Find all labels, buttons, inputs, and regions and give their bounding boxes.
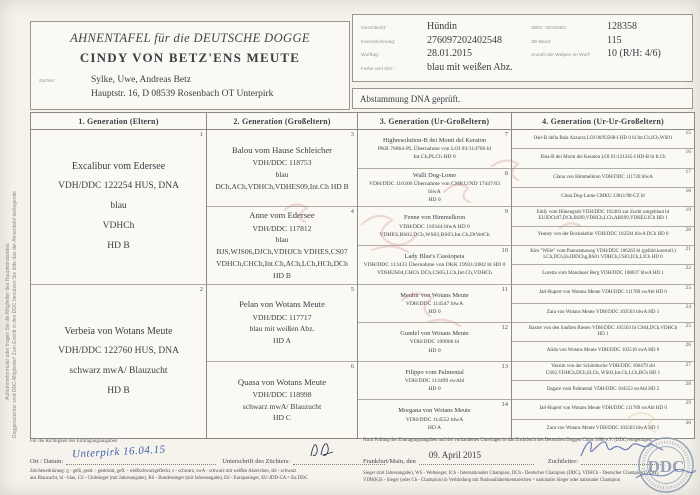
ancestor-text-line: Dagare vom Palmental VDH/DDC 104553 swAbl HD 2: [546, 386, 660, 392]
pedigree-cell: [358, 362, 511, 401]
ancestor-text-line: VDH/DDC 114547 blwA: [405, 300, 464, 307]
ancestor-text-line: VDH/DDC 118998: [252, 389, 312, 399]
stamp-text: DDC: [647, 457, 685, 476]
ancestor-info: [362, 329, 507, 355]
breeder-signature-label: Unterschrift des Züchters:: [222, 458, 291, 465]
ancestor-number: 5: [350, 285, 354, 293]
pedigree-cell: [512, 381, 694, 400]
ancestor-number: 6: [350, 362, 354, 370]
ancestor-text-line: Jarl-Rupert von Wotans Meute VDH/DDC 111789 swAbl HD 0: [539, 406, 667, 412]
ancestor-text-line: Balou vom Hause Schleicher: [232, 144, 332, 155]
pedigree-cell: [512, 188, 694, 207]
pedigree-cell: [207, 362, 357, 438]
ancestor-info: [516, 249, 690, 262]
ancestor-text-line: HD 0: [428, 197, 441, 204]
ancestor-text-line: VDHEJS04,CHCh DCh,CS05,LCh,Int.Ch,VDHCh: [377, 270, 492, 277]
ancestor-text-line: VDH/DDC 113433 Übernahme von DKK 19931/2002 bl HD 0: [363, 262, 506, 269]
document-title: AHNENTAFEL für die DEUTSCHE DOGGE: [70, 31, 310, 45]
ancestor-number: 20: [685, 226, 691, 233]
ancestor-text-line: blau: [110, 201, 127, 212]
ancestor-text-line: Lady Blue's Cassiopeia: [404, 252, 465, 260]
ancestor-number: 25: [685, 323, 691, 330]
ancestor-text-line: VDH/DDC 118753: [252, 158, 312, 168]
ancestor-number: 13: [501, 362, 508, 370]
ancestor-text-line: BJS,WJS06,DJCh,VDHJCh VDHES,CS07: [216, 247, 348, 257]
pedigree-cell: [512, 400, 694, 419]
ancestor-text-line: HD 0: [428, 386, 441, 393]
pedigree-cell: [512, 362, 694, 381]
pedigree-cell: [358, 285, 511, 324]
breeder-address: Hauptstr. 16, D 08539 Rosenbach OT Unterpirk: [91, 88, 274, 99]
ancestor-info: [516, 426, 690, 433]
header-box: [30, 21, 350, 110]
ancestor-text-line: HD 0: [428, 347, 441, 354]
ancestor-info: [516, 232, 690, 239]
legend-right: [363, 470, 663, 485]
dog-name: CINDY VON BETZ'ENS MEUTE: [79, 50, 301, 65]
ancestor-text-line: schwarz mwA/ Blauzucht: [242, 401, 322, 411]
ancestor-text-line: Highresolution-B dei Monti del Keraton: [383, 137, 486, 145]
field-label: ZBNr: VDH/DDC: [531, 26, 567, 31]
ancestor-number: 14: [501, 401, 508, 409]
pedigree-cell: [512, 227, 694, 246]
ancestor-number: 21: [685, 245, 691, 252]
ancestor-info: [516, 136, 690, 143]
pedigree-cell: [512, 169, 694, 188]
ancestor-info: [211, 376, 353, 425]
ancestor-text-line: PKR 76864-PL Übernahme von LOI 03/114706 bl: [377, 146, 492, 153]
ancestor-number: 7: [504, 131, 508, 138]
ancestor-text-line: VDH/DDC 122760 HUS, DNA: [58, 345, 179, 356]
breeder-signature-mark: [303, 440, 343, 460]
ancestor-number: 16: [685, 149, 691, 156]
generation-2-column: [207, 113, 358, 438]
ancestor-text-line: VDHCh,CHCh,Int.Ch,ACh,LCh,HCh,DCh HD B: [216, 258, 348, 280]
pedigree-cell: [358, 246, 511, 285]
ancestor-number: 1: [199, 131, 203, 138]
ancestor-text-line: Zara von Wotans Meute VDH/DDC 103503 blwA HD 1: [546, 309, 660, 315]
ancestor-info: [516, 271, 690, 278]
pedigree-cell: [358, 400, 511, 438]
ancestor-info: [362, 252, 507, 278]
ancestor-text-line: Cinta Dog-Lome CMKU 13811/98-CZ bl: [561, 193, 645, 199]
ancestor-text-line: Pelan von Wotans Meute: [239, 299, 325, 310]
ancestor-text-line: VDH/DDC 109966 bl: [409, 339, 460, 346]
ancestor-info: [516, 175, 690, 182]
ancestor-text-line: blau: [275, 169, 289, 179]
registry-date: 09. April 2015: [428, 450, 481, 460]
generation-3-header: 3. Generation (Ur-Großeltern): [358, 113, 511, 130]
info-field: [531, 21, 689, 35]
breeder-details: [91, 74, 273, 102]
ancestor-text-line: Alida von Wotans Meute VDH/DDC 103510 swA HD 0: [546, 348, 660, 354]
registry-date-line: [419, 452, 534, 465]
ancestor-text-line: HD A: [273, 336, 291, 346]
field-value: 28.01.2015: [427, 48, 472, 59]
ancestor-info: [362, 291, 507, 317]
ancestor-number: 29: [685, 400, 691, 407]
ancestor-text-line: Glana von Himmelkron VDH/DDC 111728 blwA: [553, 174, 653, 180]
ancestor-text-line: EUJDCh97,DCh,BS99,VDHCh,LCh,ABS99,VDHEUJCh HD 1: [538, 216, 668, 222]
pedigree-cell: [512, 246, 694, 265]
ancestor-text-line: Zara von Wotans Meute VDH/DDC 103503 blwA HD 1: [546, 425, 660, 431]
ancestor-text-line: Ebia-B dei Monti del Keraton LOI 01/121245-I HD-B bl It.Ch: [540, 155, 666, 161]
pedigree-cell: [358, 207, 511, 246]
legend-right-line1: Sieger (mit Jahresangabe), WS - Weltsieger, ICh - Internationaler Champion, DCh - Deutscher Champion (DDC), VDHCh - Deutscher Champion (VDH),: [363, 471, 659, 476]
field-value: 128358: [607, 21, 637, 32]
ancestor-number: 26: [685, 342, 691, 349]
ancestor-text-line: HD B: [107, 385, 130, 396]
ancestor-number: 12: [501, 324, 508, 332]
pedigree-cell: [512, 149, 694, 168]
pedigree-cell: [207, 130, 357, 207]
ancestor-number: 2: [199, 285, 203, 293]
certify-note: Für die Richtigkeit der Eintragungsangaben: [30, 439, 118, 444]
info-field: [361, 62, 581, 76]
ancestor-text-line: Menhir von Wotans Meute: [400, 291, 469, 299]
ancestor-info: [516, 210, 690, 223]
generation-4-column: [512, 113, 694, 438]
pedigree-cell: [358, 169, 511, 208]
ancestor-text-line: Kim "Wille" vom Panoramaweg VDH/DDC 106263 bl (gelbbl.kontroll.): [530, 248, 676, 254]
generation-3-cells: [358, 130, 511, 438]
pedigree-cell: [358, 130, 511, 169]
field-label: ZB-Band:: [531, 39, 552, 45]
breeder-signature-row: [30, 443, 385, 465]
ancestor-text-line: Fenne von Himmelkron: [403, 214, 466, 222]
ancestor-text-line: HD C: [273, 413, 291, 423]
dna-note: Abstammung DNA geprüft.: [360, 93, 461, 104]
field-value: Hündin: [427, 21, 457, 32]
ancestor-text-line: Verbeia von Wotans Meute: [64, 325, 173, 337]
ancestor-number: 30: [685, 419, 691, 426]
pedigree-cell: [207, 207, 357, 284]
ancestor-info: [516, 326, 690, 339]
ancestor-text-line: Filippo vom Palmental: [405, 368, 464, 376]
ancestor-text-line: blwA: [428, 189, 441, 196]
ancestor-text-line: blau mit weißen Abz.: [249, 324, 315, 334]
pedigree-cell: [31, 285, 206, 439]
ancestor-text-line: HD 1: [597, 332, 609, 338]
sidebar-note-line1: Doggenzüchter sind DDC-Mitglieder! Zum Eintritt in den DDC benutzen Sie bitte das der Ahnentafel beiliegende: [12, 190, 18, 438]
ancestor-text-line: Eddy vom Hünengrab VDH/DDC 102403 zur Zucht umgeblaut bl: [536, 209, 670, 215]
ancestor-text-line: blau: [275, 235, 289, 245]
ancestor-text-line: VDHCh: [102, 221, 135, 232]
ancestor-text-line: VDH/DDC 114552 blwA: [405, 416, 464, 423]
ancestor-number: 8: [504, 169, 508, 177]
registration-info-box: [352, 14, 693, 82]
ancestor-info: [362, 213, 507, 239]
generation-1-column: [31, 113, 207, 438]
ancestor-text-line: Yeaney von der Bockskehle VDH/DDC 102594 blwA DCh HD 0: [537, 232, 669, 238]
ort-datum-line: [66, 443, 216, 465]
ancestor-info: [211, 144, 353, 193]
ancestor-info: [35, 156, 202, 257]
ancestor-number: 11: [501, 285, 508, 293]
dna-note-box: [352, 88, 693, 109]
breeder-label: Züchter:: [39, 78, 56, 83]
ancestor-text-line: Osir-B della Baia Azzurra LOI 00/93568-I HD 0 bl Int.Ch,ICh,WS01: [533, 135, 673, 141]
ancestor-text-line: HD 0: [428, 308, 441, 315]
ancestor-info: [516, 194, 690, 201]
generation-3-column: [358, 113, 512, 438]
ancestor-number: 17: [685, 168, 691, 175]
ancestor-text-line: VDH/DDC 110344 blwA HD 0: [399, 223, 470, 230]
ddc-club-stamp: [634, 434, 698, 495]
field-label: Farbe und Abz.:: [361, 66, 395, 72]
ancestor-text-line: VDH/DDC 117717: [252, 312, 312, 322]
pedigree-cell: [512, 304, 694, 323]
sidebar-note-line2: Aufnahmeformular oder fragen Sie die Mitglieder des Hauptvorstandes: [5, 243, 11, 400]
info-field: [531, 48, 689, 62]
ancestor-number: 15: [685, 130, 691, 136]
pedigree-table: [30, 112, 695, 439]
pedigree-cell: [512, 342, 694, 361]
legend-left-line2: aus Blauzucht, bl - blau, CS - Clubsieger (mit Jahresangabe), BS - Bundessieger (mit Jahresangabe), ES - Europasieger, EU-JDD-CA = Eu.DDC: [30, 476, 308, 482]
ancestor-text-line: Gundel von Wotans Meute: [400, 330, 469, 338]
city-date-label: Frankfurt/Main, den: [363, 458, 416, 465]
ancestor-text-line: HD B: [107, 241, 130, 252]
ancestor-number: 22: [685, 265, 691, 272]
ancestor-text-line: schwarz mwA/ Blauzucht: [69, 365, 168, 376]
ancestor-number: 9: [504, 208, 508, 216]
pedigree-cell: [512, 265, 694, 284]
ancestor-number: 10: [501, 246, 508, 254]
pedigree-cell: [512, 130, 694, 149]
generation-4-cells: [512, 130, 694, 438]
footer-section: [30, 437, 693, 495]
ancestor-text-line: Anne vom Edersee: [249, 210, 315, 221]
ancestor-info: [362, 368, 507, 394]
field-label: Geschlecht:: [361, 26, 387, 31]
ancestor-text-line: VDHES,BS02,DCh,WS03,BS03,Int.Ch,DtVetCh: [379, 231, 490, 238]
ancestor-info: [516, 387, 690, 394]
ancestor-text-line: Morgana von Wotans Meute: [398, 407, 471, 415]
ancestor-text-line: CS02,VDHCh,DCh,SLCh, WS03,Int.Ch,LCh,BCh HD 1: [545, 370, 661, 376]
ancestor-info: [362, 136, 507, 162]
zuchtleiter-label: Zuchtleiter:: [547, 458, 579, 465]
field-label: Kennzeichnung:: [361, 39, 396, 45]
ancestor-text-line: Baxter von den Sanften Riesen VDH/DDC 105503 bl CS04,DCh,VDHCh: [528, 325, 678, 331]
ancestor-text-line: Vassim von der Schönbuche VDH/DDC 106479 sbl: [551, 364, 655, 370]
ancestor-info: [362, 171, 507, 205]
pedigree-cell: [358, 323, 511, 362]
ancestor-number: 24: [685, 303, 691, 310]
ancestor-info: [362, 406, 507, 432]
ancestor-info: [516, 290, 690, 297]
ancestor-text-line: VDH/DDC 117812: [252, 223, 312, 233]
ancestor-number: 3: [350, 131, 354, 138]
breeder-name: Sylke, Uwe, Andreas Betz: [91, 75, 191, 85]
field-label: Anzahl der Welpen im Wurf:: [531, 53, 591, 58]
field-value: 115: [607, 34, 622, 46]
ancestor-text-line: VDH/DDC 113499 swAbl: [404, 378, 465, 385]
ancestor-text-line: LCh,DCh,EuJDDChg,BS01 VDHCh,CS03,ICh,LJCh HD 0: [543, 255, 663, 261]
ancestor-text-line: Loretta vom Mandauer Berg VDH/DDC 108037 blwA HD 1: [542, 271, 664, 277]
field-value: blau mit weißen Abz.: [427, 61, 513, 73]
generation-1-header: 1. Generation (Eltern): [31, 113, 206, 130]
generation-1-cells: [31, 130, 206, 438]
ancestor-info: [516, 348, 690, 355]
handwritten-place-date: Unterpirk 16.04.15: [71, 443, 167, 461]
ancestor-info: [516, 155, 690, 162]
info-field: [531, 35, 689, 49]
ancestor-text-line: DCh,ACh,VDHCh,VDHES09,Int.Ch HD B: [215, 181, 349, 191]
field-value: 10 (R/H: 4/6): [607, 48, 661, 59]
ancestor-number: 19: [685, 207, 691, 214]
generation-2-header: 2. Generation (Großeltern): [207, 113, 357, 130]
ancestor-text-line: Int.Ch,PLCh HD 0: [413, 154, 456, 161]
ancestor-info: [211, 298, 353, 347]
ort-datum-label: Ort / Datum:: [30, 458, 64, 465]
field-value: 276097202402548: [427, 34, 502, 46]
pedigree-cell: [512, 285, 694, 304]
pedigree-cell: [512, 323, 694, 342]
pedigree-cell: [207, 285, 357, 362]
ancestor-info: [35, 321, 202, 402]
ancestor-number: 27: [685, 361, 691, 368]
legend-left-line1: Zeichenerklärung: g - gelb, gestr. - gestromt, gefl. - weißschwarzgefleckt, s - schwarz, swA - schwarz mit weißen Abzeichen, sbl - schwarz: [30, 469, 297, 474]
ancestor-info: [516, 406, 690, 413]
ancestor-text-line: Quasa von Wotans Meute: [237, 376, 327, 387]
ancestor-text-line: Walli Dog-Lome: [412, 171, 457, 179]
generation-2-cells: [207, 130, 357, 438]
ancestor-text-line: Jarl-Rupert von Wotans Meute VDH/DDC 111789 swAbl HD 0: [539, 290, 667, 296]
pedigree-cell: [512, 207, 694, 226]
breeder-block: [39, 74, 339, 102]
ancestor-number: 18: [685, 187, 691, 194]
pedigree-cell: [31, 130, 206, 285]
ancestor-number: 23: [685, 284, 691, 291]
ancestor-text-line: Excalibur vom Edersee: [71, 161, 166, 173]
ancestor-number: 28: [685, 381, 691, 388]
legend-left: [30, 468, 360, 483]
registry-note: Nach Prüfung der Eintragungsangaben und der vorhandenen Unterlagen in das Zuchtbuch des Deutschen Doggen Clubs 1888 e.V. (DDC) eingetragen.: [363, 438, 653, 443]
ancestor-number: 4: [350, 208, 354, 216]
registry-signature-row: [363, 452, 661, 465]
ancestor-info: [211, 209, 353, 281]
info-fields-right: [531, 21, 689, 62]
ancestor-info: [516, 310, 690, 317]
ancestor-text-line: VDH/DDC 122254 HUS, DNA: [58, 181, 179, 192]
field-label: Wurftag:: [361, 53, 380, 58]
legend-right-line2: VDH(K)S - Sieger (oder Ch - Champion) in Verbindung mit Nationalitätenkennzeichen = nationaler Sieger oder nationaler Champion: [363, 478, 621, 484]
ancestor-text-line: VDH/DDC 116306 Übernahme von CMKU/ND 17447/03: [368, 180, 501, 187]
generation-4-header: 4. Generation (Ur-Ur-Großeltern): [512, 113, 694, 130]
ancestor-text-line: HD A: [427, 424, 442, 431]
